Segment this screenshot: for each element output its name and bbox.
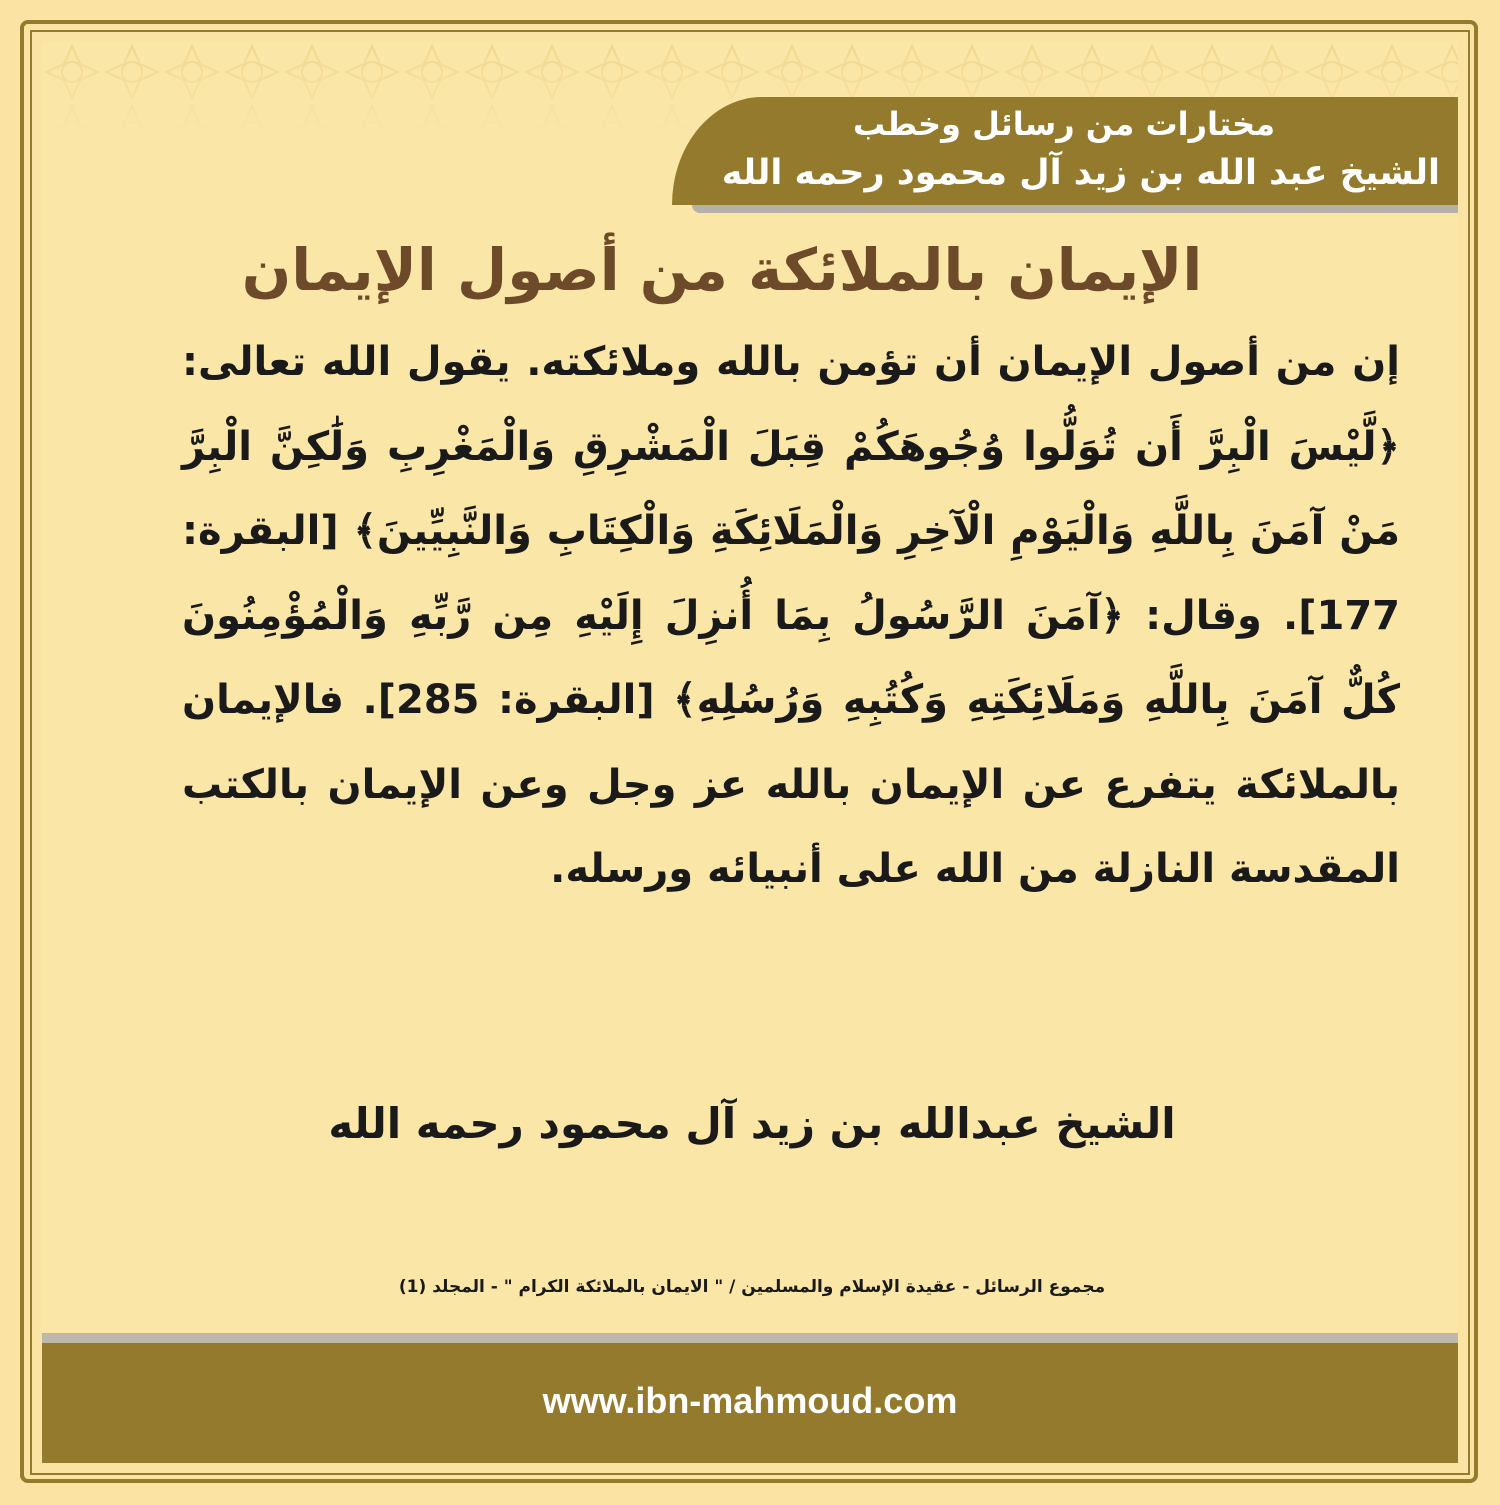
content-panel — [42, 42, 1458, 1463]
page-title: الإيمان بالملائكة من أصول الإيمان — [241, 236, 1203, 304]
signature: الشيخ عبدالله بن زيد آل محمود رحمه الله — [328, 1099, 1176, 1148]
header — [700, 102, 1440, 200]
header-shadow — [692, 205, 1458, 213]
footer-shadow — [42, 1333, 1458, 1343]
source-reference: مجموع الرسائل - عقيدة الإسلام والمسلمين / " الايمان بالملائكة الكرام " - المجلد (1) — [398, 1277, 1106, 1297]
header-subtitle: مختارات من رسائل وخطب — [852, 105, 1275, 143]
website-url[interactable]: www.ibn-mahmoud.com — [542, 1380, 958, 1421]
body-text: إن من أصول الإيمان أن تؤمن بالله وملائكته. يقول الله تعالى: ﴿لَّيْسَ الْبِرَّ أَن تُوَلُّوا وُجُوهَكُمْ قِبَلَ الْمَشْرِقِ وَالْمَغْرِبِ وَلَٰكِنَّ الْبِرَّ مَنْ آمَنَ بِاللَّهِ وَالْيَوْمِ الْآخِرِ وَالْمَلَائِكَةِ وَالْكِتَابِ وَالنَّبِيِّينَ﴾ [البقرة: 177]. وقال: ﴿آمَنَ الرَّسُولُ بِمَا أُنزِلَ إِلَيْهِ مِن رَّبِّهِ وَالْمُؤْمِنُونَ كُلٌّ آمَنَ بِاللَّهِ وَمَلَائِكَتِهِ وَكُتُبِهِ وَرُسُلِهِ﴾ [البقرة: 285]. فالإيمان بالملائكة يتفرع عن الإيمان بالله عز وجل وعن الإيمان بالكتب المقدسة النازلة من الله على أنبيائه ورسله. — [182, 339, 1400, 892]
header-author: الشيخ عبد الله بن زيد آل محمود رحمه الله — [721, 153, 1440, 193]
